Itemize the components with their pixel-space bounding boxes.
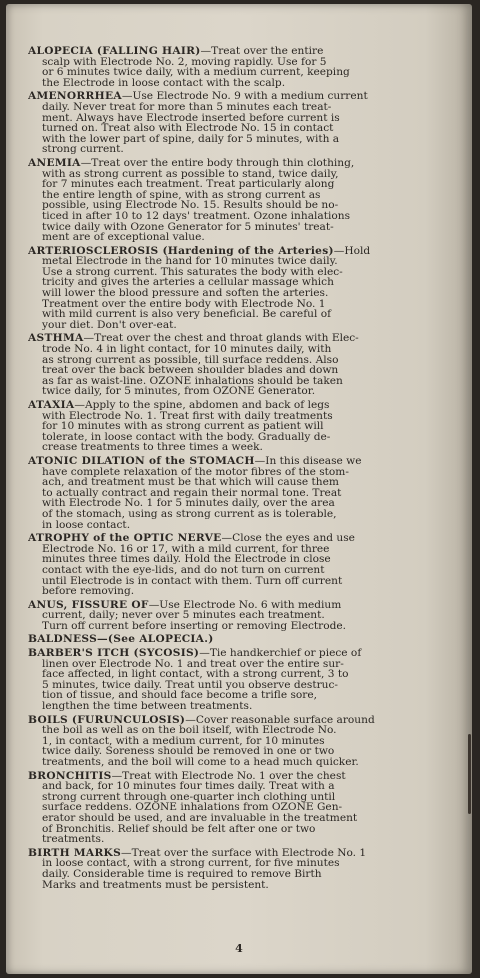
- entry-line: ach, and treatment must be that which will cause them: [42, 477, 339, 488]
- entry-line: crease treatments to three times a week.: [42, 442, 263, 453]
- entry-line: metal Electrode in the hand for 10 minutes twice daily.: [42, 256, 338, 267]
- entry-line: ment. Always have Electrode inserted before current is: [42, 112, 340, 124]
- entry-text: —Use Electrode No. 9 with a medium current: [121, 91, 368, 102]
- entry-text: —Cover reasonable surface around: [185, 714, 375, 726]
- entry-line: with the lower part of spine, daily for 5 minutes, with a: [42, 133, 340, 145]
- entry-line: in loose contact, with a strong current, for five minutes: [42, 858, 340, 869]
- entry-text: —Treat over the chest and throat glands with Elec-: [83, 333, 359, 345]
- entry-text: —Tie handkerchief or piece of: [199, 648, 362, 659]
- entry-line: will lower the blood pressure and soften the arteries.: [42, 288, 329, 299]
- entry-line: face affected, in light contact, with a strong current, 3 to: [42, 669, 349, 680]
- entry-line: the entire length of spine, with as strong current as: [42, 189, 321, 201]
- entry-line: contact with the eye-lids, and do not turn on current: [42, 564, 325, 576]
- page-number: 4: [235, 942, 243, 955]
- entry-line: tolerate, in loose contact with the body. Gradually de-: [42, 431, 331, 443]
- entry-term: BARBER'S ITCH (SYCOSIS): [28, 648, 200, 659]
- entry-line: to actually contract and regain their normal tone. Treat: [42, 487, 342, 499]
- entry-line: turned on. Treat also with Electrode No. 15 in contact: [42, 123, 334, 134]
- entry-line: [28, 771, 458, 782]
- entry-term: ATONIC DILATION of the STOMACH: [28, 455, 255, 467]
- entry-5: [28, 400, 458, 453]
- entry-1: [28, 91, 458, 155]
- entry-line: trode No. 4 in light contact, for 10 minutes daily, with: [42, 344, 332, 355]
- entry-line: 1, in contact, with a medium current, for 10 minutes: [42, 735, 325, 747]
- entry-line: lengthen the time between treatments.: [42, 701, 253, 712]
- entry-term: AMENORRHEA: [28, 91, 122, 102]
- entry-line: [28, 158, 458, 169]
- entry-term: BOILS (FURUNCULOSIS): [28, 714, 186, 726]
- entry-term: ATROPHY of the OPTIC NERVE: [28, 533, 222, 544]
- entry-line: of the stomach, using as strong current as is tolerable,: [42, 508, 337, 520]
- entry-term: BRONCHITIS: [28, 770, 112, 782]
- entry-line: erator should be used, and are invaluable in the treatment: [42, 812, 358, 824]
- entry-line: with Electrode No. 1 for 5 minutes daily, over the area: [42, 498, 335, 509]
- entry-line: for 7 minutes each treatment. Treat particularly along: [42, 179, 335, 190]
- entry-line: treatments, and the boil will come to a head much quicker.: [42, 757, 359, 768]
- entry-text: —In this disease we: [254, 455, 362, 467]
- entry-line: tricity and gives the arteries a cellular massage which: [42, 277, 334, 289]
- entry-line: linen over Electrode No. 1 and treat over the entire sur-: [42, 658, 344, 670]
- entry-line: 5 minutes, twice daily. Treat until you observe destruc-: [42, 679, 338, 691]
- entry-line: as strong current as possible, till surface reddens. Also: [42, 354, 339, 366]
- entry-line: Treatment over the entire body with Electrode No. 1: [42, 298, 326, 310]
- entry-text: —Treat over the entire: [200, 46, 324, 57]
- entry-text: —Close the eyes and use: [221, 533, 355, 544]
- entry-2: [28, 158, 458, 243]
- entry-text: —Hold: [333, 245, 371, 257]
- entry-line: or 6 minutes twice daily, with a medium current, keeping: [42, 67, 350, 78]
- booklet-page: [6, 4, 472, 974]
- entry-line: [28, 400, 458, 411]
- entry-7: [28, 533, 458, 597]
- entry-term: ASTHMA: [28, 333, 84, 345]
- entry-11: [28, 715, 458, 768]
- entry-line: the boil as well as on the boil itself, with Electrode No.: [42, 725, 337, 736]
- entry-line: [28, 715, 458, 726]
- entry-line: for 10 minutes with as strong current as patient will: [42, 421, 324, 432]
- entry-term: ANUS, FISSURE OF: [28, 599, 149, 611]
- entry-line: strong current.: [42, 144, 124, 155]
- entry-line: Turn off current before inserting or removing Electrode.: [42, 620, 347, 632]
- entry-line: in loose contact.: [42, 519, 131, 531]
- entry-10: [28, 648, 458, 712]
- entry-line: Use a strong current. This saturates the body with elec-: [42, 266, 343, 278]
- entry-term: ANEMIA: [28, 157, 81, 169]
- entry-line: treatments.: [42, 834, 105, 845]
- entry-line: [28, 246, 458, 257]
- entry-line: [28, 46, 458, 57]
- entry-line: have complete relaxation of the motor fibres of the stom-: [42, 466, 349, 478]
- entry-6: [28, 456, 458, 530]
- entry-term: BALDNESS—(See ALOPECIA.): [28, 634, 214, 646]
- entry-text: —Use Electrode No. 6 with medium: [148, 599, 342, 611]
- entry-line: surface reddens. OZONE inhalations from OZONE Gen-: [42, 802, 343, 813]
- entry-line: until Electrode is in contact with them. Turn off current: [42, 575, 343, 587]
- entry-line: before removing.: [42, 586, 135, 597]
- entry-line: daily. Considerable time is required to remove Birth: [42, 868, 322, 880]
- entry-line: your diet. Don't over-eat.: [42, 319, 177, 331]
- entry-line: tion of tissue, and should face become a trifle sore,: [42, 690, 317, 702]
- entry-0: [28, 46, 458, 88]
- entry-line: the Electrode in loose contact with the scalp.: [42, 77, 286, 89]
- entry-line: Marks and treatments must be persistent.: [42, 879, 269, 891]
- entry-4: [28, 333, 458, 397]
- treatment-entries: [28, 46, 458, 893]
- entry-12: [28, 771, 458, 845]
- entry-term: BIRTH MARKS: [28, 847, 122, 859]
- entry-line: ticed in after 10 to 12 days' treatment. Ozone inhalations: [42, 210, 350, 222]
- entry-line: daily. Never treat for more than 5 minutes each treat-: [42, 101, 332, 113]
- entry-line: [28, 333, 458, 344]
- entry-term: ALOPECIA (FALLING HAIR): [28, 46, 201, 57]
- entry-line: twice daily, for 5 minutes, from OZONE Generator.: [42, 386, 316, 397]
- entry-line: [28, 456, 458, 467]
- entry-term: ATAXIA: [28, 400, 75, 411]
- entry-line: twice daily with Ozone Generator for 5 minutes' treat-: [42, 221, 334, 233]
- entry-line: and back, for 10 minutes four times daily. Treat with a: [42, 781, 335, 792]
- entry-line: [28, 533, 458, 544]
- entry-line: of Bronchitis. Relief should be felt after one or two: [42, 823, 316, 835]
- entry-line: current, daily; never over 5 minutes each treatment.: [42, 610, 325, 621]
- entry-line: strong current through one-quarter inch clothing until: [42, 791, 336, 803]
- entry-term: ARTERIOSCLEROSIS (Hardening of the Arteries): [28, 245, 334, 257]
- entry-line: Electrode No. 16 or 17, with a mild current, for three: [42, 543, 330, 555]
- entry-line: minutes three times daily. Hold the Electrode in close: [42, 554, 331, 565]
- entry-line: ment are of exceptional value.: [42, 232, 205, 243]
- entry-line: [28, 848, 458, 859]
- entry-line: [28, 648, 458, 659]
- entry-9: [28, 634, 458, 645]
- entry-13: [28, 848, 458, 890]
- entry-text: —Treat over the surface with Electrode No. 1: [121, 847, 367, 859]
- entry-line: [28, 600, 458, 611]
- entry-line: [28, 91, 458, 102]
- page-binding-edge: [468, 734, 471, 814]
- entry-line: with mild current is also very beneficial. Be careful of: [42, 309, 331, 320]
- entry-text: —Treat over the entire body through thin clothing,: [80, 157, 355, 169]
- entry-line: treat over the back between shoulder blades and down: [42, 365, 339, 376]
- entry-line: with as strong current as possible to stand, twice daily,: [42, 168, 339, 180]
- entry-3: [28, 246, 458, 331]
- entry-line: [28, 634, 458, 645]
- entry-line: twice daily. Soreness should be removed in one or two: [42, 746, 335, 757]
- entry-text: —Apply to the spine, abdomen and back of legs: [74, 400, 330, 411]
- entry-text: —Treat with Electrode No. 1 over the chest: [111, 770, 346, 782]
- entry-line: scalp with Electrode No. 2, moving rapidly. Use for 5: [42, 56, 327, 68]
- entry-line: with Electrode No. 1. Treat first with daily treatments: [42, 410, 333, 422]
- entry-line: possible, using Electrode No. 15. Results should be no-: [42, 200, 339, 211]
- entry-line: as far as waist-line. OZONE inhalations should be taken: [42, 375, 343, 387]
- entry-8: [28, 600, 458, 632]
